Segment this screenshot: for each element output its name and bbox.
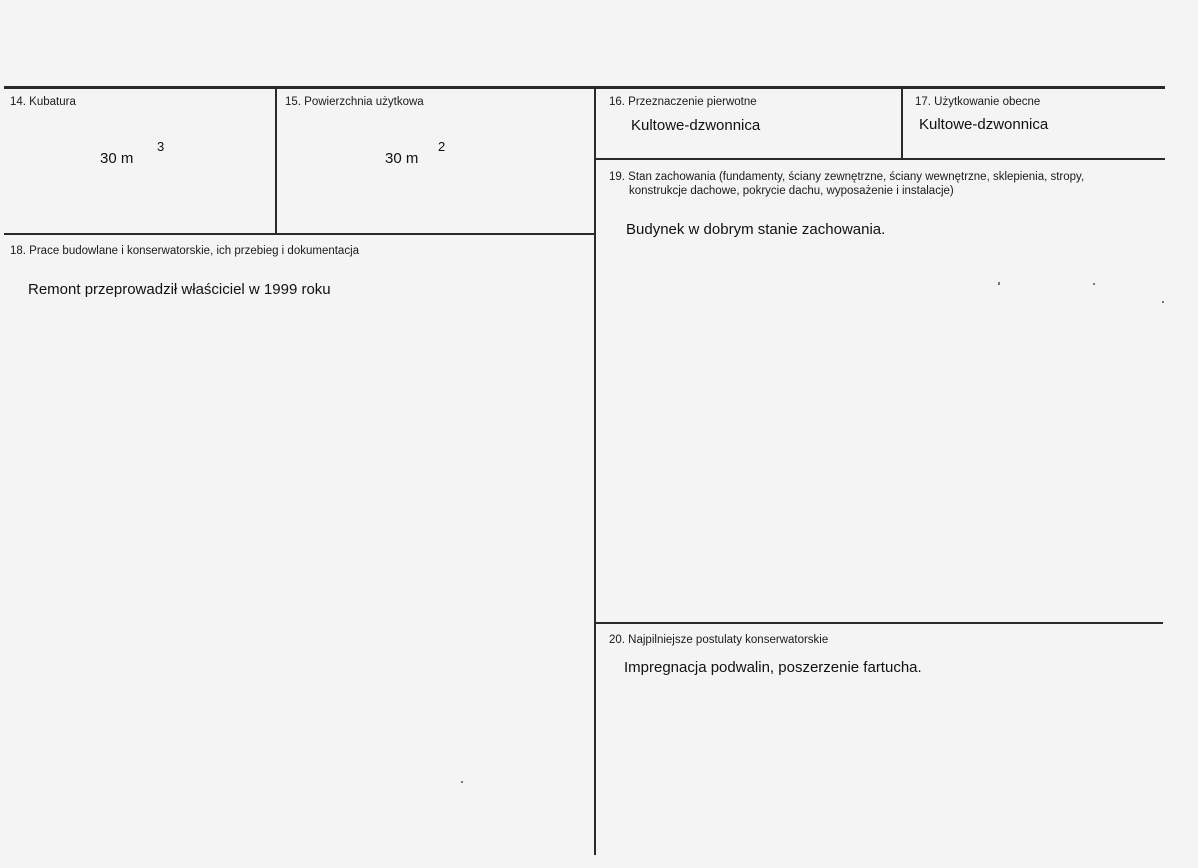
kubatura-value: 30 m [100,150,134,167]
powierzchnia-superscript: 2 [438,139,446,154]
uzytkowanie-label: 17. Użytkowanie obecne [915,96,1041,108]
scan-speck [1093,283,1095,285]
uzytkowanie-value: Kultowe-dzwonnica [919,116,1049,133]
powierzchnia-label: 15. Powierzchnia użytkowa [285,96,424,108]
postulaty-value: Impregnacja podwalin, poszerzenie fartucha. [624,659,922,676]
kubatura-superscript: 3 [157,139,165,154]
przeznaczenie-value: Kultowe-dzwonnica [631,117,761,134]
stan-label-line1: 19. Stan zachowania (fundamenty, ściany zewnętrzne, ściany wewnętrzne, sklepienia, stropy, [609,171,1085,183]
rule-right-lower-horizontal [596,622,1163,624]
scan-speck [461,781,463,783]
przeznaczenie-label: 16. Przeznaczenie pierwotne [609,96,757,108]
rule-right-upper-horizontal [596,158,1165,160]
prace-value: Remont przeprowadził właściciel w 1999 roku [28,281,331,298]
scan-speck [1162,301,1164,303]
postulaty-label: 20. Najpilniejsze postulaty konserwatorskie [609,634,829,646]
kubatura-label: 14. Kubatura [10,96,76,108]
rule-right-split-vertical [901,88,903,160]
stan-value: Budynek w dobrym stanie zachowania. [626,221,886,238]
top-rule [4,86,1165,89]
rule-center-vertical [594,88,596,855]
rule-left-mid-horizontal [4,233,596,235]
stan-label-line2: konstrukcje dachowe, pokrycie dachu, wyposażenie i instalacje) [629,185,954,197]
powierzchnia-value: 30 m [385,150,419,167]
prace-label: 18. Prace budowlane i konserwatorskie, ich przebieg i dokumentacja [10,245,360,257]
scan-speck [998,282,1000,285]
rule-left-split-vertical [275,88,277,235]
